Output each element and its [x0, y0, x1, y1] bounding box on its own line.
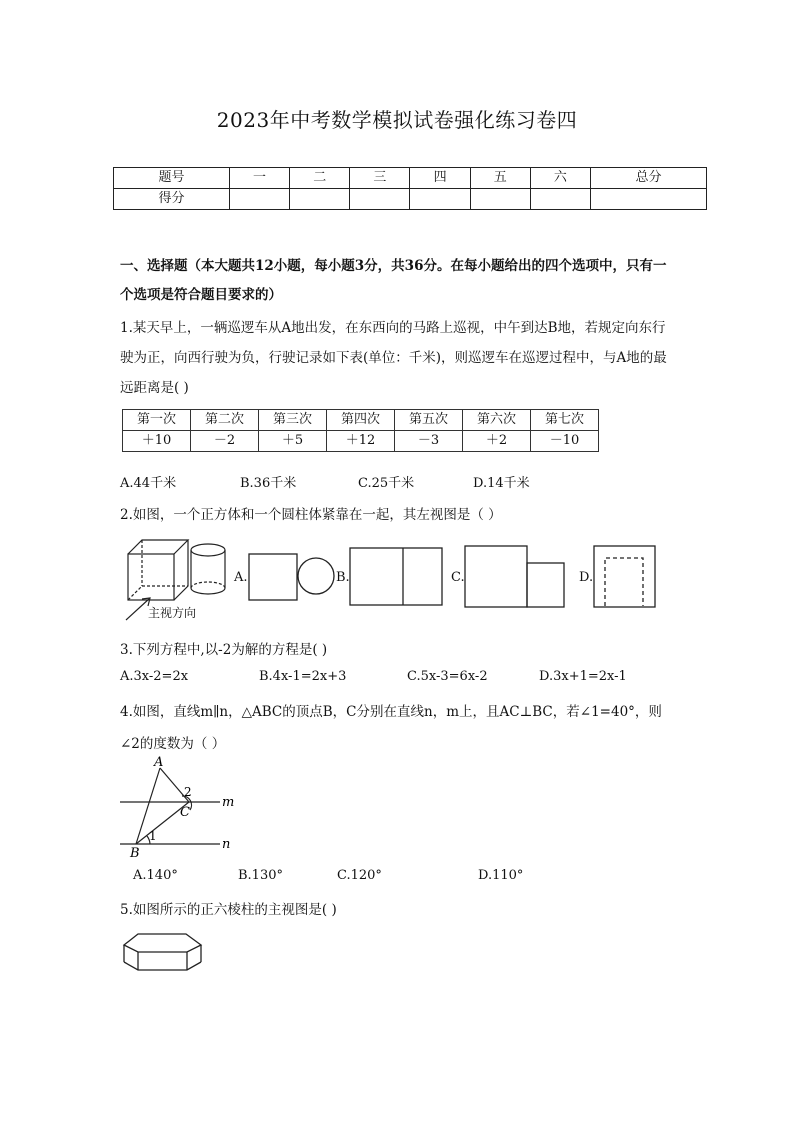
- q1-option-b: B.36千米: [240, 476, 297, 491]
- q4-label-2: 2: [184, 785, 192, 799]
- trip-value-cell: ＋12: [327, 431, 395, 452]
- trip-header-cell: 第三次: [259, 410, 327, 431]
- score-input-cell[interactable]: [591, 189, 707, 210]
- trip-value-cell: －10: [531, 431, 599, 452]
- q3-option-a: A.3x-2=2x: [120, 669, 189, 684]
- q4-option-d: D.110°: [478, 868, 524, 883]
- q4-option-c: C.120°: [337, 868, 382, 883]
- score-table-score-row: [114, 189, 707, 210]
- trip-header-cell: 第四次: [327, 410, 395, 431]
- q2-option-a-figure: [247, 548, 339, 604]
- score-header-cell: 题号: [114, 168, 230, 189]
- section1-heading-line1: 一、选择题（本大题共12小题，每小题3分，共36分。在每小题给出的四个选项中，只有一: [120, 258, 667, 274]
- q4-label-1: 1: [149, 829, 157, 843]
- q2-option-c-label: C.: [451, 570, 465, 585]
- score-table: [113, 167, 707, 210]
- q4-label-n: n: [222, 837, 231, 852]
- q3-text: 3.下列方程中,以-2为解的方程是( ): [120, 642, 328, 658]
- trip-value-cell: ＋2: [463, 431, 531, 452]
- score-header-cell: 总分: [591, 168, 707, 189]
- q4-line2: ∠2的度数为（ ）: [120, 736, 226, 752]
- q4-label-m: m: [222, 795, 235, 810]
- q1-line1: 1.某天早上，一辆巡逻车从A地出发，在东西向的马路上巡视，中午到达B地，若规定向东行: [120, 320, 666, 336]
- trip-value-cell: －3: [395, 431, 463, 452]
- q1-trip-value-row: [123, 431, 599, 452]
- score-table-header-row: [114, 168, 707, 189]
- trip-value-cell: ＋10: [123, 431, 191, 452]
- trip-value-cell: ＋5: [259, 431, 327, 452]
- score-input-cell[interactable]: [470, 189, 530, 210]
- q3-option-c: C.5x-3=6x-2: [407, 669, 488, 684]
- q2-option-d-label: D.: [579, 570, 594, 585]
- q4-label-b: B: [130, 846, 140, 860]
- q3-option-d: D.3x+1=2x-1: [539, 669, 627, 684]
- q4-line1: 4.如图，直线m∥n，△ABC的顶点B，C分别在直线n，m上，且AC⊥BC，若∠1=40°，则: [120, 704, 662, 720]
- q3-option-b: B.4x-1=2x+3: [259, 669, 347, 684]
- q2-option-c-figure: [463, 544, 567, 610]
- score-header-cell: 二: [290, 168, 350, 189]
- q2-option-b-label: B.: [336, 570, 350, 585]
- trip-value-cell: －2: [191, 431, 259, 452]
- section1-heading-line2: 个选项是符合题目要求的）: [120, 287, 282, 303]
- q4-triangle-parallel-lines-figure: [116, 752, 240, 860]
- score-input-cell[interactable]: [229, 189, 289, 210]
- trip-header-cell: 第五次: [395, 410, 463, 431]
- q2-option-d-figure: [592, 544, 658, 610]
- q1-line2: 驶为正，向西行驶为负，行驶记录如下表(单位：千米)，则巡逻车在巡逻过程中，与A地的最: [120, 350, 667, 366]
- q5-text: 5.如图所示的正六棱柱的主视图是( ): [120, 902, 337, 918]
- q4-label-c: C: [180, 805, 190, 820]
- q2-text: 2.如图，一个正方体和一个圆柱体紧靠在一起，其左视图是（ ）: [120, 507, 502, 523]
- q2-option-b-figure: [348, 546, 444, 608]
- q5-hexagonal-prism-figure: [120, 927, 206, 975]
- page-title: 2023年中考数学模拟试卷强化练习卷四: [216, 108, 578, 132]
- score-input-cell[interactable]: [410, 189, 470, 210]
- score-input-cell[interactable]: [350, 189, 410, 210]
- score-input-cell[interactable]: [290, 189, 350, 210]
- q4-label-a: A: [154, 755, 164, 770]
- trip-header-cell: 第二次: [191, 410, 259, 431]
- q1-option-d: D.14千米: [473, 476, 530, 491]
- score-row-label: 得分: [114, 189, 230, 210]
- score-header-cell: 三: [350, 168, 410, 189]
- q1-trip-header-row: [123, 410, 599, 431]
- q4-option-a: A.140°: [133, 868, 178, 883]
- q1-line3: 远距离是( ): [120, 380, 189, 396]
- score-header-cell: 四: [410, 168, 470, 189]
- score-header-cell: 六: [530, 168, 590, 189]
- trip-header-cell: 第七次: [531, 410, 599, 431]
- trip-header-cell: 第一次: [123, 410, 191, 431]
- q1-trip-table: [122, 409, 599, 452]
- score-header-cell: 一: [229, 168, 289, 189]
- q1-option-c: C.25千米: [358, 476, 415, 491]
- q4-option-b: B.130°: [238, 868, 283, 883]
- q1-option-a: A.44千米: [120, 476, 177, 491]
- q2-option-a-label: A.: [234, 570, 248, 585]
- trip-header-cell: 第六次: [463, 410, 531, 431]
- score-input-cell[interactable]: [530, 189, 590, 210]
- q2-view-direction-label: 主视方向: [148, 606, 197, 620]
- score-header-cell: 五: [470, 168, 530, 189]
